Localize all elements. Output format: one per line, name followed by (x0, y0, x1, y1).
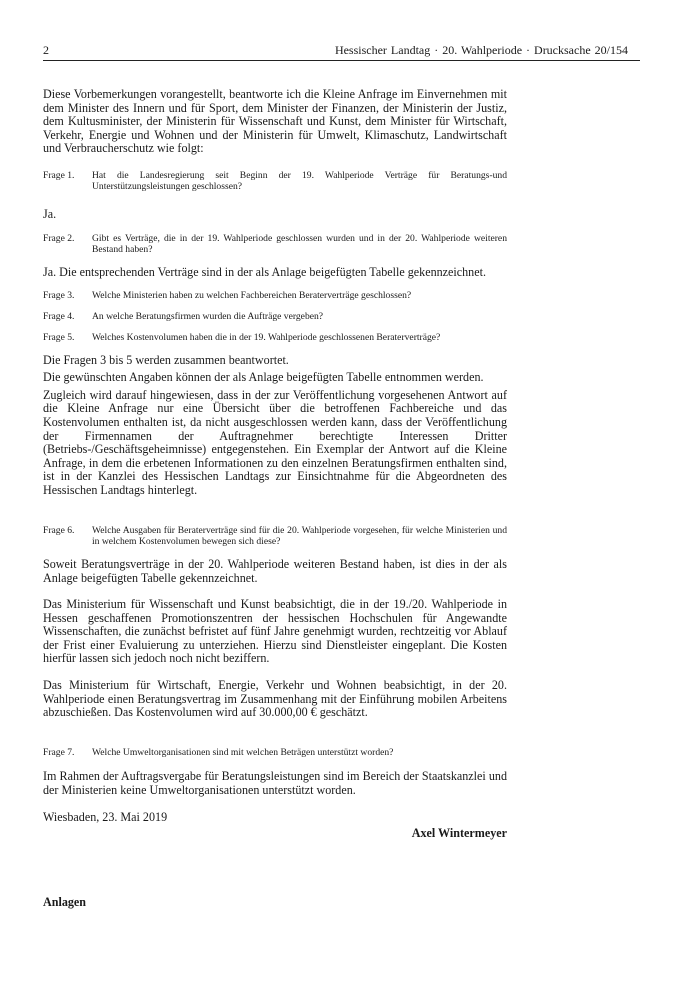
anlagen-heading: Anlagen (43, 894, 87, 909)
answer-2: Ja. Die entsprechenden Verträge sind in der als Anlage beigefügten Tabelle gekennzeichnet. (43, 265, 486, 280)
signatory: Axel Wintermeyer (411, 825, 507, 840)
question-label: Frage 5. (43, 332, 75, 344)
intro-paragraph: Diese Vorbemerkungen vorangestellt, beantworte ich die Kleine Anfrage im Einvernehmen mit dem Minister des Innern und für Sport, dem Minister der Finanzen, der Ministerin der Justiz, dem Kultusminister, der Ministerin für Wissenschaft und Kunst, dem Minister für Wirtschaft, Verkehr, Energie und Wohnen und der Ministerin für Umwelt, Klimaschutz, Landwirtschaft und Verbraucherschutz wie folgt: (43, 87, 507, 156)
running-head: Hessischer Landtag · 20. Wahlperiode · Drucksache 20/154 (334, 43, 628, 57)
question-text: Welche Ausgaben für Beraterverträge sind für die 20. Wahlperiode vorgesehen, für welche Ministerien und in welchem Kostenvolumen bewegen sich diese? (92, 524, 507, 547)
question-7 (43, 747, 507, 758)
question-label: Frage 7. (43, 746, 75, 758)
question-4 (43, 311, 507, 322)
answer-3-5-note: Zugleich wird darauf hingewiesen, dass in der zur Veröffentlichung vorgesehenen Antwort auf die Kleine Anfrage nur eine Übersicht über die betroffenen Fachbereiche und das Kostenvolumen enthalten ist, da nicht ausgeschlossen werden kann, dass der Veröffentlichung der Firmennamen der Auftragnehmer berechtigte Interessen Dritter (Betriebs-/Geschäftsgeheimnisse) entgegenstehen. Ein Exemplar der Antwort auf die Kleine Anfrage, in dem die erbetenen Informationen zu den einzelnen Beratungsfirmen enthalten sind, ist in der Kanzlei des Hessischen Landtags zur Einsichtnahme für die Abgeordneten des Hessischen Landtags hinterlegt. (43, 387, 507, 497)
answer-1: Ja. (43, 207, 57, 222)
answer-3-5-intro: Die Fragen 3 bis 5 werden zusammen beantwortet. (43, 352, 289, 367)
question-1 (43, 170, 507, 192)
question-text: Welches Kostenvolumen haben die in der 19. Wahlperiode geschlossenen Beraterverträge? (92, 332, 441, 344)
document-body (43, 88, 507, 910)
question-5 (43, 332, 507, 343)
question-label: Frage 3. (43, 289, 75, 301)
answer-6-science: Das Ministerium für Wissenschaft und Kunst beabsichtigt, die in der 19./20. Wahlperiode in Hessen geschaffenen Promotionszentren der hessischen Hochschulen für Angewandte Wissenschaften, die zunächst befristet auf fünf Jahre genehmigt wurden, rechtzeitig vor Ablauf der Frist einer Evaluierung zu unterziehen. Hierzu sind Dienstleister eingeplant. Die Kosten hierfür lassen sich jedoch noch nicht beziffern. (43, 597, 507, 666)
question-label: Frage 2. (43, 232, 75, 244)
question-2 (43, 233, 507, 255)
page-header (43, 40, 640, 61)
question-text: Gibt es Verträge, die in der 19. Wahlperiode geschlossen wurden und in der 20. Wahlperiode weiteren Bestand haben? (92, 232, 507, 256)
page-number: 2 (43, 43, 49, 57)
question-text: Hat die Landesregierung seit Beginn der 19. Wahlperiode Verträge für Beratungs-und Unterstützungsleistungen geschlossen? (92, 169, 507, 193)
answer-6-existing: Soweit Beratungsverträge in der 20. Wahlperiode weiteren Bestand haben, ist dies in der als Anlage beigefügten Tabelle gekennzeichnet. (43, 556, 507, 585)
question-6 (43, 525, 507, 547)
question-label: Frage 4. (43, 311, 75, 323)
question-text: An welche Beratungsfirmen wurden die Aufträge vergeben? (92, 311, 324, 323)
answer-3-5-table-ref: Die gewünschten Angaben können der als Anlage beigefügten Tabelle entnommen werden. (43, 370, 484, 385)
answer-7: Im Rahmen der Auftragsvergabe für Beratungsleistungen sind im Bereich der Staatskanzlei und der Ministerien keine Umweltorganisationen unterstützt worden. (43, 769, 507, 797)
question-text: Welche Ministerien haben zu welchen Fachbereichen Beraterverträge geschlossen? (92, 289, 412, 301)
question-label: Frage 1. (43, 169, 75, 181)
answer-6-economy: Das Ministerium für Wirtschaft, Energie, Verkehr und Wohnen beabsichtigt, in der 20. Wahlperiode einen Beratungsvertrag im Zusammenhang mit der Einführung mobilen Arbeitens abzuschießen. Das Kostenvolumen wird auf 30.000,00 € geschätzt. (43, 678, 507, 720)
question-3 (43, 290, 507, 301)
question-label: Frage 6. (43, 524, 75, 536)
place-date: Wiesbaden, 23. Mai 2019 (43, 810, 168, 825)
question-text: Welche Umweltorganisationen sind mit welchen Beträgen unterstützt worden? (92, 746, 394, 758)
